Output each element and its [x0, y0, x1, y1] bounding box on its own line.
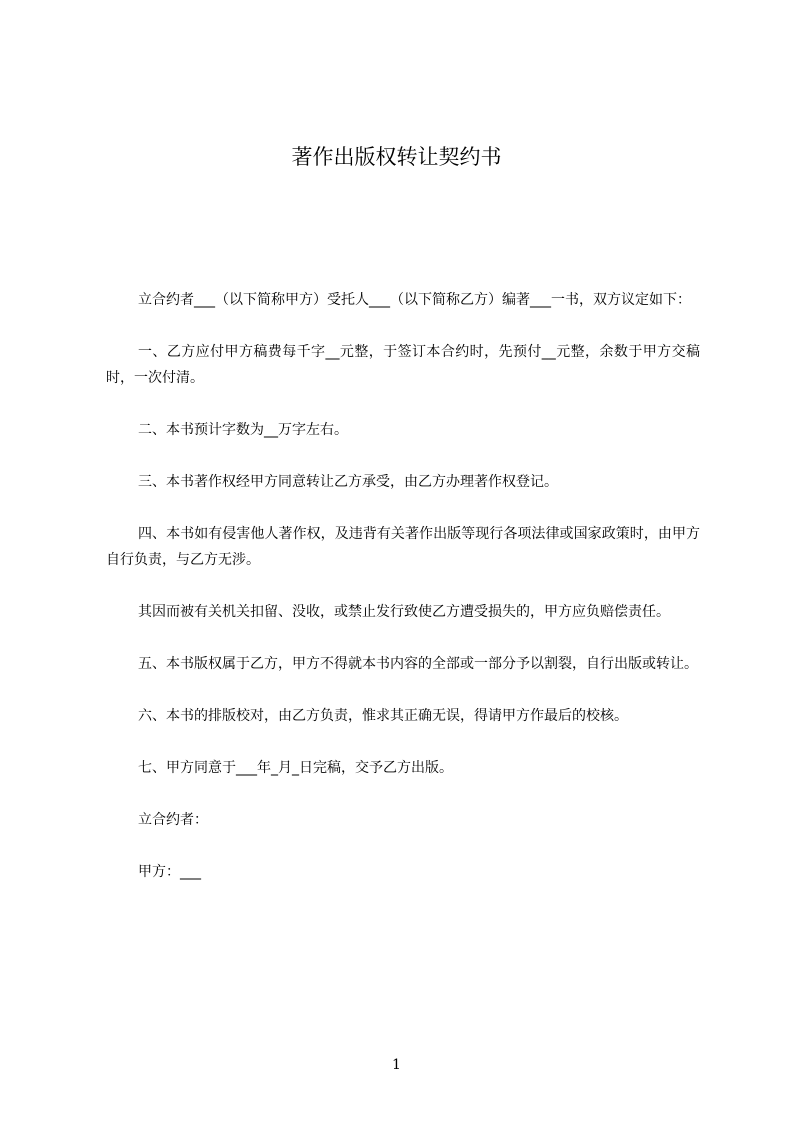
paragraph-clause-2: 二、本书预计字数为__万字左右。	[138, 422, 348, 438]
document-body	[106, 287, 700, 885]
page-number: 1	[392, 1057, 401, 1073]
paragraph-clause-4: 四、本书如有侵害他人著作权，及违背有关著作出版等现行各项法律或国家政策时，由甲方自行负责，与乙方无涉。	[106, 526, 700, 568]
paragraph-intro: 立合约者___（以下简称甲方）受托人___（以下简称乙方）编著___一书，双方议定如下：	[138, 292, 691, 308]
paragraph-clause-1: 一、乙方应付甲方稿费每千字__元整，于签订本合约时，先预付__元整，余数于甲方交稿时，一次付清。	[106, 344, 700, 386]
paragraph-clause-6: 六、本书的排版校对，由乙方负责，惟求其正确无误，得请甲方作最后的校核。	[138, 708, 628, 724]
paragraph-clause-7: 七、甲方同意于___年_月_日完稿，交予乙方出版。	[138, 760, 453, 776]
document-title: 著作出版权转让契约书	[291, 145, 502, 169]
paragraph-clause-5: 五、本书版权属于乙方，甲方不得就本书内容的全部或一部分予以割裂，自行出版或转让。	[138, 656, 698, 672]
paragraph-clause-4-supplement: 其因而被有关机关扣留、没收，或禁止发行致使乙方遭受损失的，甲方应负赔偿责任。	[138, 604, 670, 620]
paragraph-party-a-signature: 甲方：___	[138, 864, 201, 880]
paragraph-signatories-label: 立合约者：	[138, 812, 208, 828]
paragraph-clause-3: 三、本书著作权经甲方同意转让乙方承受，由乙方办理著作权登记。	[138, 474, 558, 490]
